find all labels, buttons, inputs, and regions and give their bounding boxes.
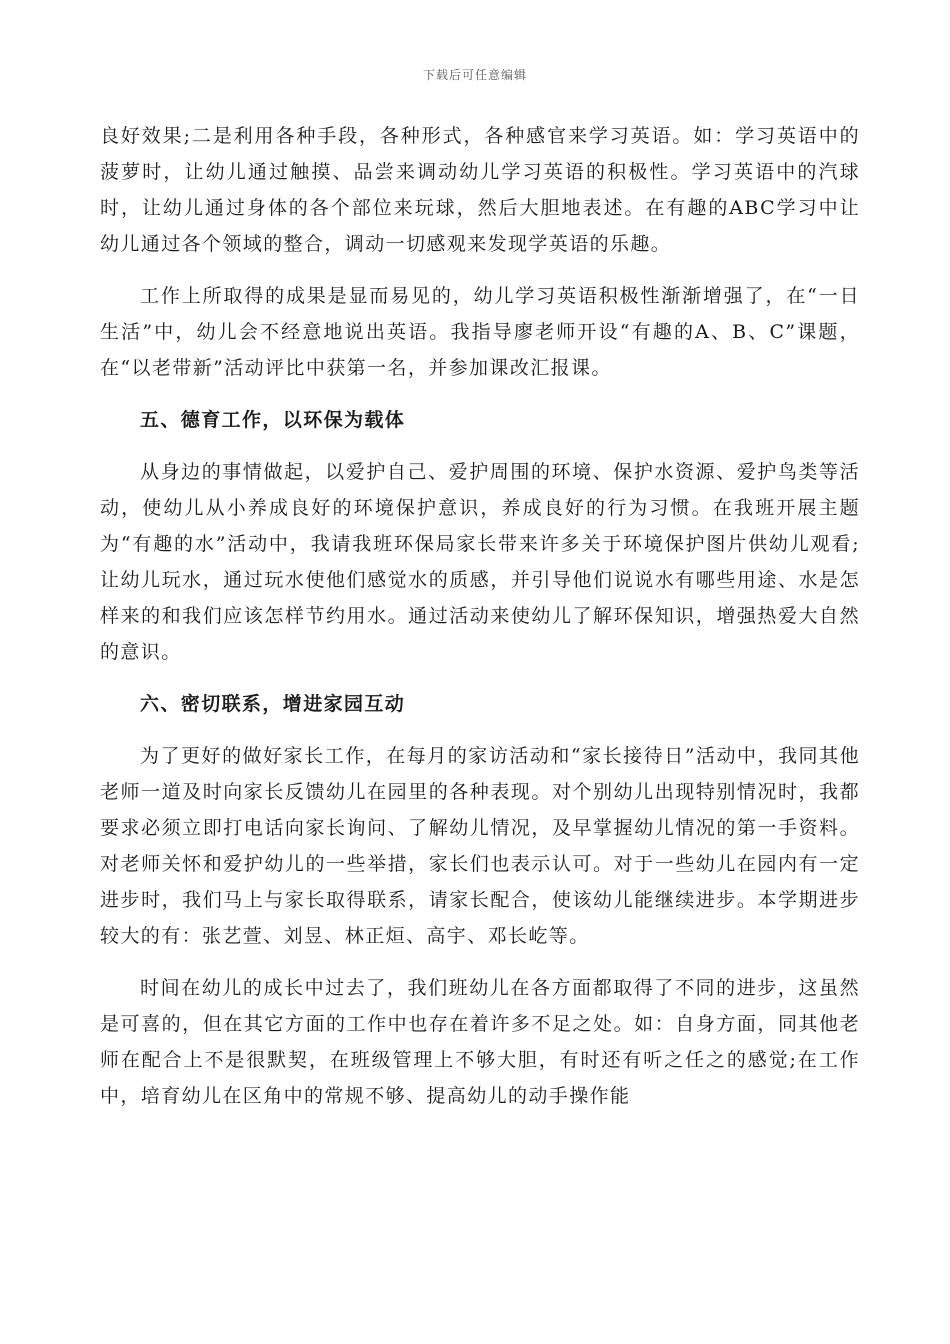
paragraph-english-results: 工作上所取得的成果是显而易见的，幼儿学习英语积极性渐渐增强了，在“一日生活”中，幼儿会不经意地说出英语。我指导廖老师开设“有趣的A、B、C”课题，在“以老带新”活动评比中获第一名，并参加课改汇报课。 [100,285,860,379]
section-heading-home-school: 六、密切联系，增进家园互动 [140,693,406,715]
paragraph-parent-work: 为了更好的做好家长工作，在每月的家访活动和“家长接待日”活动中，我同其他老师一道及时向家长反馈幼儿在园里的各种表现。对个别幼儿出现特别情况时，我都要求必须立即打电话向家长询问、了解幼儿情况，及早掌握幼儿情况的第一手资料。对老师关怀和爱护幼儿的一些举措，家长们也表示认可。对于一些幼儿在园内有一定进步时，我们马上与家长取得联系，请家长配合，使该幼儿能继续进步。本学期进步较大的有：张艺萱、刘昱、林正烜、高宇、邓长屹等。 [100,745,860,947]
page-header-note: 下载后可任意编辑 [422,68,527,82]
document-body [100,118,860,1114]
paragraph-summary: 时间在幼儿的成长中过去了，我们班幼儿在各方面都取得了不同的进步，这虽然是可喜的，但在其它方面的工作中也存在着许多不足之处。如：自身方面，同其他老师在配合上不是很默契，在班级管理上不够大胆，有时还有听之任之的感觉;在工作中，培育幼儿在区角中的常规不够、提高幼儿的动手操作能 [100,977,860,1107]
section-heading-moral-education: 五、德育工作，以环保为载体 [140,409,406,431]
paragraph-english-methods: 良好效果;二是利用各种手段，各种形式，各种感官来学习英语。如：学习英语中的菠萝时，让幼儿通过触摸、品尝来调动幼儿学习英语的积极性。学习英语中的汽球时，让幼儿通过身体的各个部位来玩球，然后大胆地表述。在有趣的ABC学习中让幼儿通过各个领域的整合，调动一切感观来发现学英语的乐趣。 [100,125,860,255]
paragraph-environmental-education: 从身边的事情做起，以爱护自己、爱护周围的环境、保护水资源、爱护鸟类等活动，使幼儿从小养成良好的环境保护意识，养成良好的行为习惯。在我班开展主题为“有趣的水”活动中，我请我班环保局家长带来许多关于环境保护图片供幼儿观看;让幼儿玩水，通过玩水使他们感觉水的质感，并引导他们说说水有哪些用途、水是怎样来的和我们应该怎样节约用水。通过活动来使幼儿了解环保知识，增强热爱大自然的意识。 [100,461,860,663]
